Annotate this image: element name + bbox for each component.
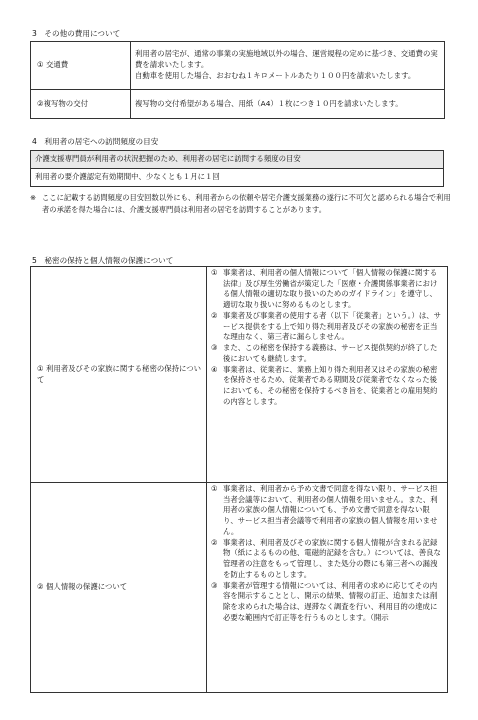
privacy-content-secrets	[207, 267, 448, 483]
item-text: 事業者が管理する情報については、利用者の求めに応じてその内容を開示することとし、開示の結果、情報の訂正、追加または削除を求められた場合は、遅滞なく調査を行い、利用目的の達成に必要な範囲内で訂正等を行うものとします。（開示	[223, 580, 438, 622]
visit-frequency-header: 介護支援専門員が利用者の状況把握のため、利用者の居宅に訪問する頻度の目安	[31, 151, 444, 169]
fee-content-copies: 複写物の交付希望がある場合、用紙（A4）１枚につき１０円を請求いたします。	[131, 90, 445, 119]
table-row	[31, 90, 445, 119]
item-text: また、この秘密を保持する義務は、サービス提供契約が終了した後においても継続します。	[223, 343, 438, 363]
item-number: ①	[211, 484, 218, 493]
section-4-title: 4 利用者の居宅への訪問頻度の目安	[32, 137, 159, 146]
item-number: ①	[211, 268, 218, 277]
item-text: 事業者は、利用者の個人情報について「個人情報の保護に関する法律」及び厚生労働省が策定した「医療・介護関係事業者における個人情報の適切な取り扱いのためのガイドライン」を遵守し、適切な取り扱いに努めるものとします。	[223, 268, 438, 310]
item-text: 事業者は、利用者から予め文書で同意を得ない限り、サービス担当者会議等において、利用者の個人情報を用いません。また、利用者の家族の個人情報についても、予め文書で同意を得ない限り、サービス担当者会議等で利用者の家族の個人情報を用いません。	[223, 484, 438, 536]
list-item	[211, 268, 443, 311]
visit-frequency-table	[30, 150, 444, 187]
fee-label-transport: ① 交通費	[31, 42, 131, 90]
list-item	[211, 538, 443, 581]
fee-label-copies: ②複写物の交付	[31, 90, 131, 119]
other-fees-table	[30, 41, 445, 119]
item-number: ④	[211, 364, 218, 374]
privacy-content-personal-info	[207, 483, 448, 693]
item-number: ③	[211, 343, 218, 353]
section-5-title: 5 秘密の保持と個人情報の保護について	[32, 256, 174, 265]
item-text: 事業者は、利用者及びその家族に関する個人情報が含まれる記録物（紙によるものの他、電磁的記録を含む。）については、善良な管理者の注意をもって管理し、また処分の際にも第三者への漏洩を防止するものとします。	[223, 537, 441, 579]
section-3-title: 3 その他の費用について	[32, 29, 121, 38]
item-number: ②	[211, 310, 218, 320]
list-item	[211, 343, 443, 364]
table-row	[31, 169, 444, 187]
privacy-table	[30, 266, 448, 693]
table-row	[31, 42, 445, 90]
list-item	[211, 365, 443, 408]
table-row	[31, 151, 444, 169]
visit-note-text: ここに記載する訪問頻度の目安回数以外にも、利用者からの依頼や居宅介護支援業務の遂行に不可欠と認められる場合で利用者の承諾を得た場合には、介護支援専門員は利用者の居宅を訪問することがあります。	[42, 193, 451, 214]
note-mark: ※	[30, 193, 37, 202]
item-number: ③	[211, 580, 218, 590]
privacy-label-secrets: ① 利用者及びその家族に関する秘密の保持について	[31, 267, 207, 483]
visit-frequency-value: 利用者の要介護認定有効期間中、少なくとも１月に１回	[31, 169, 444, 187]
list-item	[211, 311, 443, 343]
item-text: 事業者は、従業者に、業務上知り得た利用者又はその家族の秘密を保持させるため、従業者である期間及び従業者でなくなった後においても、その秘密を保持するべき旨を、従業者との雇用契約の内容とします。	[223, 364, 438, 406]
list-item	[211, 484, 443, 538]
item-text: 事業者及び事業者の使用する者（以下「従業者」という。）は、サービス提供をする上で知り得た利用者及びその家族の秘密を正当な理由なく、第三者に漏らしません。	[223, 310, 442, 342]
table-row	[31, 267, 448, 483]
table-row	[31, 483, 448, 693]
fee-content-transport: 利用者の居宅が、通常の事業の実施地域以外の場合、運営規程の定めに基づき、交通費の実費を請求いたします。 自動車を使用した場合、おおむね１キロメートルあたり１００円を請求いたします。	[131, 42, 445, 90]
item-number: ②	[211, 537, 218, 547]
privacy-label-personal-info: ② 個人情報の保護について	[31, 483, 207, 693]
visit-note	[30, 192, 455, 215]
list-item	[211, 581, 443, 624]
